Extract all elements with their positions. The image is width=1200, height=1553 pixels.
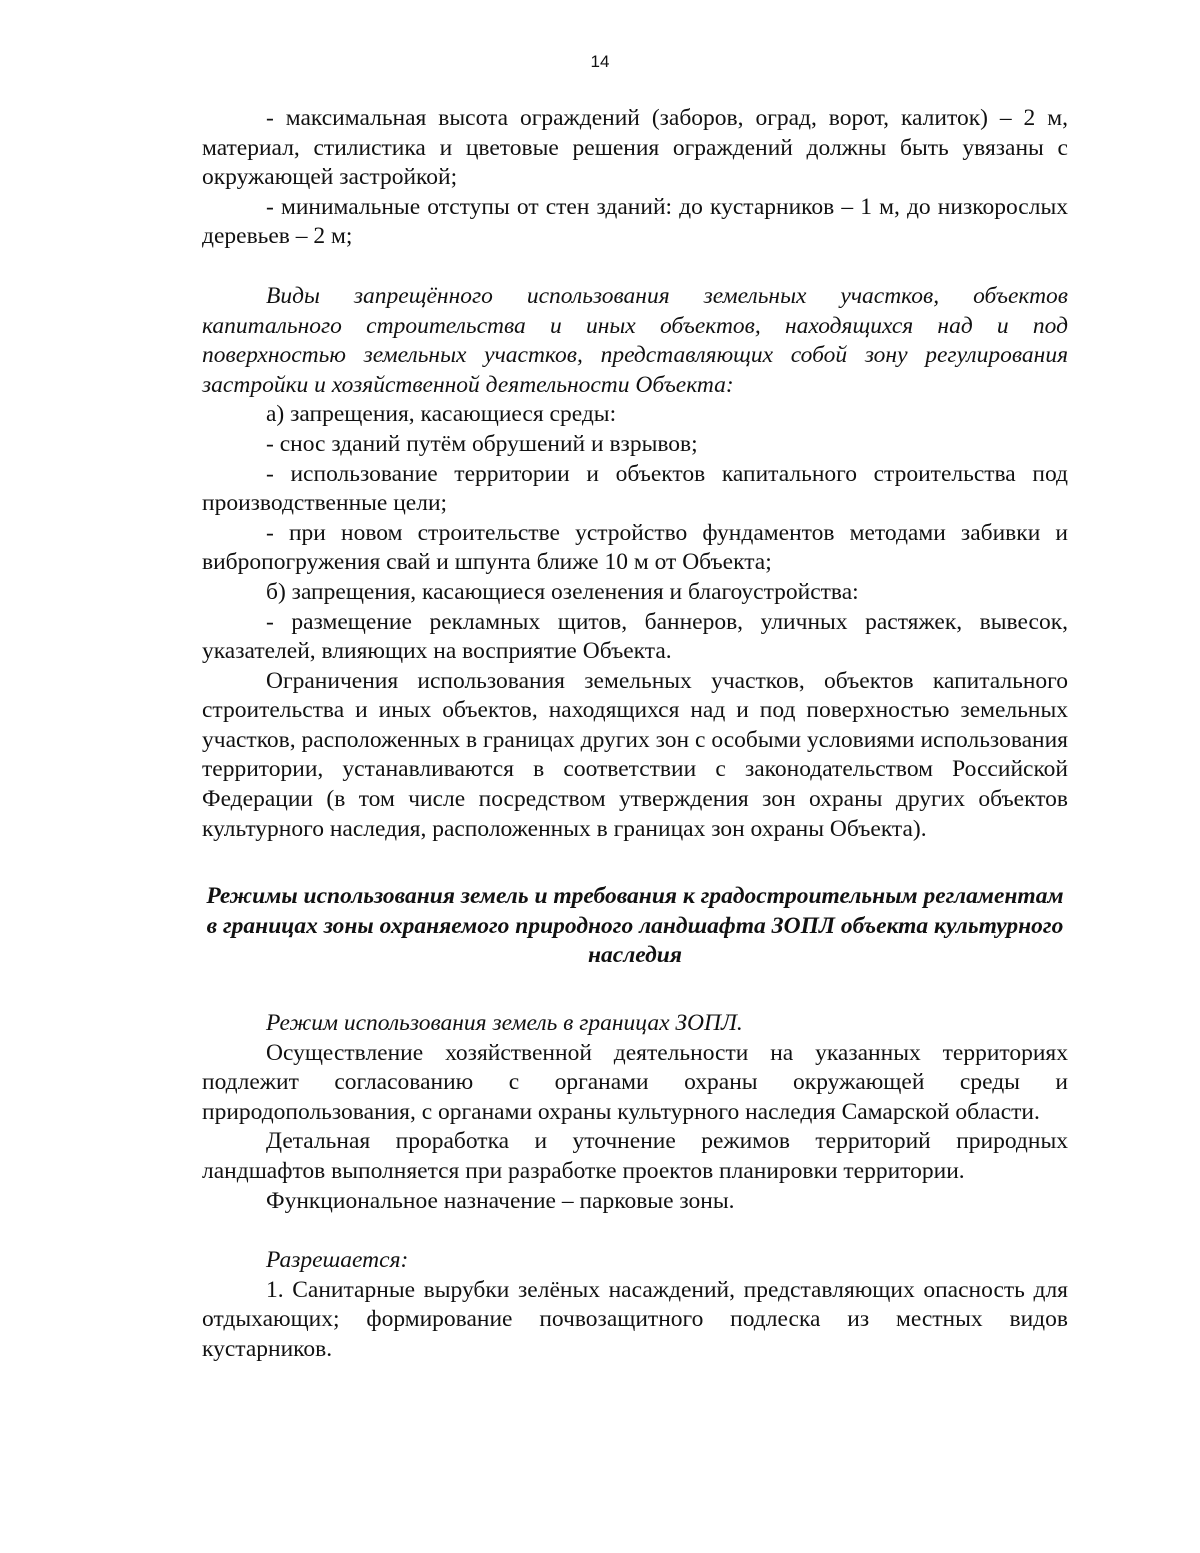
paragraph-allowed-heading: Разрешается: <box>266 1247 409 1274</box>
document-body <box>202 104 1068 1365</box>
paragraph-setbacks: - минимальные отступы от стен зданий: до кустарников – 1 м, до низкорослых деревьев – 2 м; <box>202 193 1068 250</box>
paragraph-economic-activity: Осуществление хозяйственной деятельности на указанных территориях подлежит согласованию с органами охраны окружающей среды и природопользования, с органами охраны культурного наследия Самарской области. <box>202 1039 1068 1125</box>
spacer <box>202 971 1068 1009</box>
paragraph-restrictions: Ограничения использования земельных участков, объектов капитального строительства и иных объектов, находящихся над и под поверхностью земельных участков, расположенных в границах других зон с особыми условиями использования территории, устанавливаются в соответствии с законодательством Российской Федерации (в том числе посредством утверждения зон охраны других объектов культурного наследия, расположенных в границах зон охраны Объекта). <box>202 667 1068 842</box>
paragraph-landscaping-prohibitions: б) запрещения, касающиеся озеленения и благоустройства: <box>266 578 859 605</box>
paragraph-env-prohibitions: а) запрещения, касающиеся среды: <box>266 401 617 428</box>
paragraph-detailed-study: Детальная проработка и уточнение режимов территорий природных ландшафтов выполняется при разработке проектов планировки территории. <box>202 1128 1068 1184</box>
paragraph-demolition: - снос зданий путём обрушений и взрывов; <box>266 430 698 457</box>
spacer <box>202 252 1068 282</box>
paragraph-functional-purpose: Функциональное назначение – парковые зоны. <box>266 1187 735 1214</box>
paragraph-foundations: - при новом строительстве устройство фундаментов методами забивки и вибропогружения свай и шпунта ближе 10 м от Объекта; <box>202 519 1068 576</box>
page-number: 14 <box>590 52 610 71</box>
paragraph-allowed-item-1: 1. Санитарные вырубки зелёных насаждений, представляющих опасность для отдыхающих; формирование почвозащитного подлеска из местных видов кустарников. <box>202 1276 1068 1362</box>
paragraph-zopl-mode: Режим использования земель в границах ЗОПЛ. <box>266 1010 743 1037</box>
spacer <box>202 1216 1068 1246</box>
section-heading: Режимы использования земель и требования к градостроительным регламентам в границах зоны охраняемого природного ландшафта ЗОПЛ объекта культурного наследия <box>206 883 1064 969</box>
spacer <box>202 844 1068 882</box>
paragraph-fence-height: - максимальная высота ограждений (заборов, оград, ворот, калиток) – 2 м, материал, стилистика и цветовые решения ограждений должны быть увязаны с окружающей застройкой; <box>202 105 1068 191</box>
paragraph-advertising: - размещение рекламных щитов, баннеров, уличных растяжек, вывесок, указателей, влияющих на восприятие Объекта. <box>202 608 1068 665</box>
paragraph-industrial-use: - использование территории и объектов капитального строительства под производственные цели; <box>202 460 1068 517</box>
paragraph-prohibited-uses-intro: Виды запрещённого использования земельных участков, объектов капитального строительства и иных объектов, находящихся над и под поверхностью земельных участков, представляющих собой зону регулирования застройки и хозяйственной деятельности Объекта: <box>202 282 1068 398</box>
